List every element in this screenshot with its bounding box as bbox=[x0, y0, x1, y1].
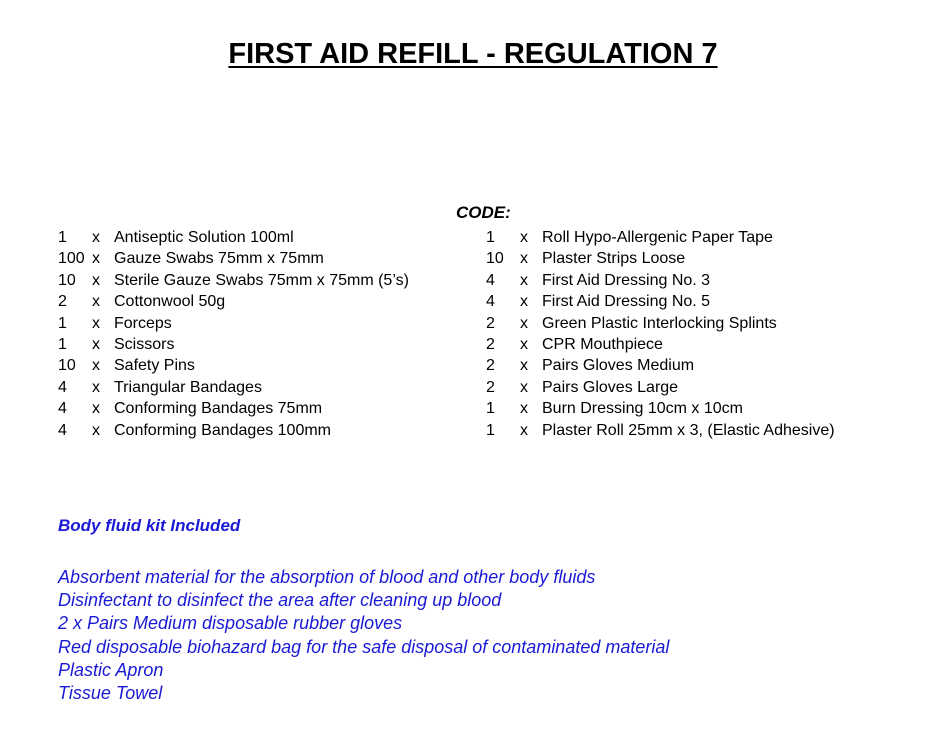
list-item bbox=[58, 420, 409, 441]
item-name: Scissors bbox=[114, 336, 175, 354]
item-name: Green Plastic Interlocking Splints bbox=[542, 314, 777, 332]
item-name: First Aid Dressing No. 3 bbox=[542, 271, 711, 289]
item-name: Conforming Bandages 75mm bbox=[114, 400, 323, 418]
list-item bbox=[486, 248, 835, 269]
body-fluid-kit-item: Disinfectant to disinfect the area after cleaning up blood bbox=[58, 590, 502, 611]
list-item bbox=[58, 398, 409, 419]
body-fluid-kit-heading: Body fluid kit Included bbox=[58, 516, 241, 535]
item-multiplier: x bbox=[92, 400, 100, 418]
item-name: Pairs Gloves Large bbox=[542, 378, 679, 396]
list-item bbox=[58, 270, 409, 291]
item-name: Burn Dressing 10cm x 10cm bbox=[542, 400, 743, 418]
list-item bbox=[486, 420, 835, 441]
page-title: FIRST AID REFILL - REGULATION 7 bbox=[228, 38, 718, 70]
list-item bbox=[58, 334, 409, 355]
item-quantity: 4 bbox=[486, 271, 495, 289]
item-quantity: 1 bbox=[58, 229, 67, 246]
item-multiplier: x bbox=[520, 250, 528, 268]
list-item bbox=[58, 313, 409, 334]
item-name: Cottonwool 50g bbox=[114, 293, 226, 311]
item-name: First Aid Dressing No. 5 bbox=[542, 293, 711, 311]
item-name: Sterile Gauze Swabs 75mm x 75mm (5’s) bbox=[114, 271, 409, 289]
list-item bbox=[486, 377, 835, 398]
body-fluid-kit-item: Absorbent material for the absorption of blood and other body fluids bbox=[58, 567, 596, 587]
item-name: Triangular Bandages bbox=[114, 378, 262, 396]
item-name: Gauze Swabs 75mm x 75mm bbox=[114, 250, 324, 268]
list-item bbox=[486, 227, 835, 248]
item-name: Safety Pins bbox=[114, 357, 195, 375]
item-name: CPR Mouthpiece bbox=[542, 336, 663, 354]
item-quantity: 10 bbox=[58, 357, 76, 375]
item-name: Roll Hypo-Allergenic Paper Tape bbox=[542, 229, 773, 246]
item-name: Plaster Strips Loose bbox=[542, 250, 686, 268]
item-quantity: 1 bbox=[58, 336, 67, 354]
body-fluid-kit-list bbox=[58, 566, 669, 705]
body-fluid-kit-item: Red disposable biohazard bag for the safe disposal of contaminated material bbox=[58, 636, 670, 657]
item-name: Antiseptic Solution 100ml bbox=[114, 229, 294, 246]
body-fluid-kit-item: 2 x Pairs Medium disposable rubber gloves bbox=[58, 613, 403, 634]
item-name: Conforming Bandages 100mm bbox=[114, 421, 332, 439]
item-name: Forceps bbox=[114, 314, 172, 332]
body-fluid-kit-item: Plastic Apron bbox=[58, 659, 164, 680]
item-multiplier: x bbox=[520, 229, 528, 246]
code-label: CODE: bbox=[456, 203, 511, 222]
item-multiplier: x bbox=[520, 293, 528, 311]
item-multiplier: x bbox=[92, 336, 100, 354]
item-multiplier: x bbox=[520, 378, 528, 396]
list-item bbox=[486, 313, 835, 334]
item-quantity: 2 bbox=[486, 378, 495, 396]
item-multiplier: x bbox=[92, 250, 100, 268]
item-quantity: 10 bbox=[58, 271, 76, 289]
item-quantity: 1 bbox=[486, 229, 495, 246]
item-multiplier: x bbox=[92, 229, 100, 246]
item-quantity: 1 bbox=[486, 400, 495, 418]
item-multiplier: x bbox=[92, 314, 100, 332]
list-item bbox=[58, 248, 409, 269]
item-quantity: 10 bbox=[486, 250, 504, 268]
list-item bbox=[58, 227, 409, 248]
item-quantity: 4 bbox=[58, 421, 67, 439]
item-multiplier: x bbox=[520, 357, 528, 375]
item-quantity: 100 bbox=[58, 250, 85, 268]
item-name: Plaster Roll 25mm x 3, (Elastic Adhesive) bbox=[542, 421, 835, 439]
item-multiplier: x bbox=[92, 421, 100, 439]
item-quantity: 4 bbox=[58, 400, 67, 418]
list-item bbox=[58, 377, 409, 398]
item-multiplier: x bbox=[92, 378, 100, 396]
list-item bbox=[486, 355, 835, 376]
list-item bbox=[486, 334, 835, 355]
item-quantity: 2 bbox=[486, 314, 495, 332]
item-quantity: 1 bbox=[58, 314, 67, 332]
item-quantity: 4 bbox=[58, 378, 67, 396]
left-item-list bbox=[58, 227, 409, 441]
item-quantity: 2 bbox=[486, 336, 495, 354]
item-multiplier: x bbox=[92, 293, 100, 311]
item-multiplier: x bbox=[520, 400, 528, 418]
item-quantity: 4 bbox=[486, 293, 495, 311]
body-fluid-kit-item: Tissue Towel bbox=[58, 683, 163, 704]
item-multiplier: x bbox=[520, 421, 528, 439]
item-multiplier: x bbox=[520, 314, 528, 332]
item-multiplier: x bbox=[520, 271, 528, 289]
item-quantity: 1 bbox=[486, 421, 495, 439]
item-multiplier: x bbox=[520, 336, 528, 354]
list-item bbox=[58, 291, 409, 312]
list-item bbox=[486, 291, 835, 312]
list-item bbox=[58, 355, 409, 376]
list-item bbox=[486, 270, 835, 291]
right-item-list bbox=[486, 227, 835, 441]
item-multiplier: x bbox=[92, 357, 100, 375]
item-multiplier: x bbox=[92, 271, 100, 289]
item-quantity: 2 bbox=[486, 357, 495, 375]
item-name: Pairs Gloves Medium bbox=[542, 357, 695, 375]
list-item bbox=[486, 398, 835, 419]
item-quantity: 2 bbox=[58, 293, 67, 311]
